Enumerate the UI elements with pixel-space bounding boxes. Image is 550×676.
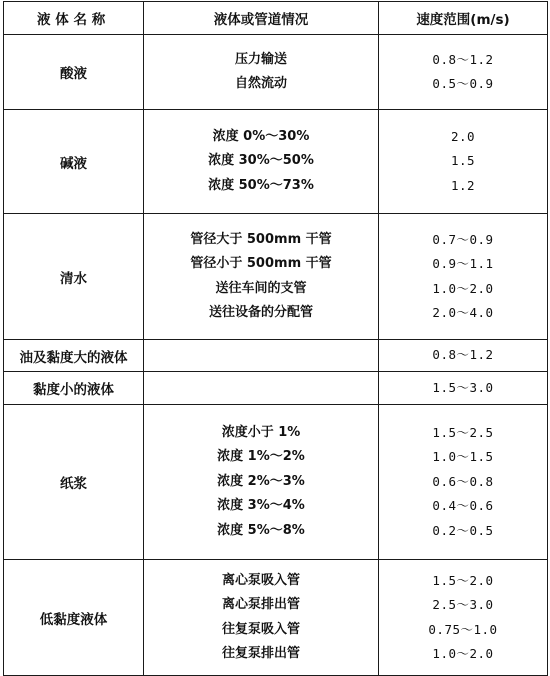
liquid-name-cell: 油及黏度大的液体: [4, 340, 144, 372]
speed-value: 1.0～2.0: [432, 646, 494, 661]
speed-range-cell: [379, 405, 548, 560]
condition-text: 离心泵排出管: [221, 597, 300, 612]
speed-value: 0.7～0.9: [432, 231, 494, 247]
condition-cell: [144, 214, 379, 340]
table-row: [4, 35, 548, 110]
liquid-name-cell: 酸液: [4, 35, 144, 110]
speed-range-cell: [379, 372, 548, 405]
condition-text: 压力输送: [234, 51, 287, 67]
condition-text: 浓度 1%～2%: [217, 449, 305, 465]
speed-value: 1.5～2.0: [432, 572, 494, 588]
condition-text: 浓度 50%～73%: [208, 177, 314, 193]
speed-value: 0.8～1.2: [432, 51, 494, 67]
condition-text: 浓度 0%～30%: [212, 128, 310, 144]
condition-cell: [144, 110, 379, 214]
condition-text: 送往车间的支管: [215, 280, 307, 296]
condition-text: 管径小于 500mm 干管: [190, 256, 332, 271]
table-row: [4, 372, 548, 405]
speed-value: 1.0～1.5: [432, 449, 494, 465]
condition-text: 浓度 3%～4%: [217, 498, 305, 514]
condition-text: 浓度 30%～50%: [208, 153, 314, 169]
header-condition: 液体或管道情况: [144, 2, 379, 35]
speed-value: 0.6～0.8: [432, 473, 494, 489]
header-row: [4, 2, 548, 35]
speed-value: 1.5～2.5: [432, 424, 494, 440]
liquid-name-cell: 碱液: [4, 110, 144, 214]
speed-value: 1.5～3.0: [432, 379, 494, 395]
speed-range-cell: [379, 560, 548, 676]
speed-value: 0.8～1.2: [432, 347, 494, 363]
speed-range-cell: [379, 214, 548, 340]
table-row: [4, 405, 548, 560]
speed-value: 0.75～1.0: [428, 621, 498, 637]
speed-value: 1.2: [450, 177, 476, 193]
table-row: [4, 340, 548, 372]
liquid-name-cell: 纸浆: [4, 405, 144, 560]
condition-text: 往复泵排出管: [221, 646, 300, 661]
table-row: [4, 214, 548, 340]
condition-text: 浓度小于 1%: [221, 424, 301, 440]
table-row: [4, 110, 548, 214]
condition-text: 往复泵吸入管: [221, 621, 300, 637]
speed-value: 0.5～0.9: [432, 76, 494, 91]
speed-value: 2.5～3.0: [432, 597, 494, 612]
condition-cell: [144, 372, 379, 405]
liquid-name-cell: 黏度小的液体: [4, 372, 144, 405]
header-speed-range: 速度范围(m/s): [379, 2, 548, 35]
condition-text: 浓度 5%～8%: [217, 522, 305, 538]
condition-text: 管径大于 500mm 干管: [190, 231, 332, 247]
speed-range-cell: [379, 35, 548, 110]
speed-value: 2.0: [450, 128, 476, 144]
liquid-name-cell: 低黏度液体: [4, 560, 144, 676]
speed-value: 0.2～0.5: [432, 522, 494, 538]
speed-value: 0.9～1.1: [432, 256, 494, 271]
speed-range-cell: [379, 110, 548, 214]
condition-text: 离心泵吸入管: [221, 572, 300, 588]
condition-cell: [144, 405, 379, 560]
condition-text: 自然流动: [234, 76, 287, 91]
condition-cell: [144, 560, 379, 676]
speed-value: 1.0～2.0: [432, 280, 494, 296]
condition-cell: [144, 340, 379, 372]
speed-value: 0.4～0.6: [432, 498, 494, 514]
header-liquid-name: 液体名称: [4, 2, 144, 35]
condition-text: 送往设备的分配管: [208, 305, 313, 320]
speed-value: 2.0～4.0: [432, 305, 494, 320]
table-row: [4, 560, 548, 676]
condition-text: 浓度 2%～3%: [217, 473, 305, 489]
condition-cell: [144, 35, 379, 110]
speed-value: 1.5: [450, 153, 476, 169]
liquid-velocity-table: [3, 1, 548, 676]
liquid-name-cell: 清水: [4, 214, 144, 340]
speed-range-cell: [379, 340, 548, 372]
